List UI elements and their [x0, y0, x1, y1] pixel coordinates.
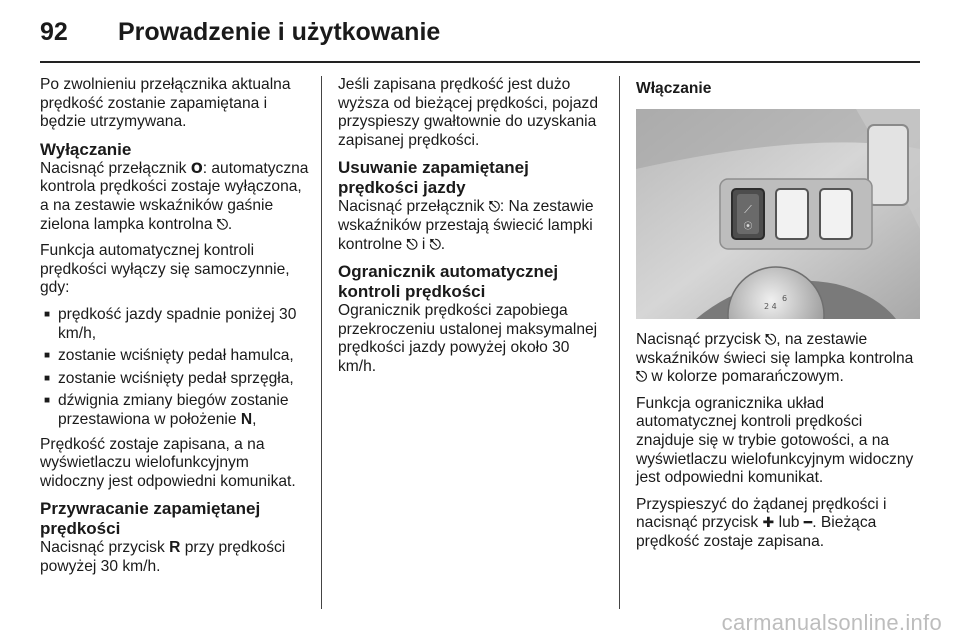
page-number: 92 [40, 18, 68, 46]
column-1 [40, 76, 312, 584]
off-switch-icon: O [190, 160, 203, 177]
column-divider-1 [321, 76, 322, 609]
minus-icon: ━ [803, 515, 813, 532]
heading-limiter: Ogranicznik automatycznej kontroli prędkości [338, 262, 559, 302]
limiter-lamp-icon: ⎋ [636, 369, 648, 386]
cruise-switch-icon: ⎋ [488, 199, 500, 216]
limiter-switch-illustration [636, 109, 920, 319]
column-3 [636, 76, 920, 560]
svg-text:2 4: 2 4 [764, 302, 777, 311]
on-paragraph-1: Nacisnąć przycisk ⎋, na zestawie wskaźników świeci się lampka kontrolna ⎋ w kolorze pomarańczowym. [636, 331, 914, 386]
plus-icon: ✚ [762, 515, 775, 532]
svg-text:6: 6 [782, 294, 788, 303]
intro-paragraph: Po zwolnieniu przełącznika aktualna prędkość zostanie zapamiętana i będzie utrzymywana. [40, 76, 291, 131]
header-divider [40, 61, 920, 63]
list-item: ■ prędkość jazdy spadnie poniżej 30 km/h, [40, 306, 312, 343]
svg-text:⦿: ⦿ [743, 222, 753, 232]
dashboard-photo [636, 109, 920, 319]
heading-restore: Przywracanie zapamiętanej prędkości [40, 499, 261, 539]
column-2 [338, 76, 606, 385]
restore-paragraph: Nacisnąć przycisk R przy prędkości powyżej 30 km/h. [40, 539, 286, 575]
on-paragraph-2: Funkcja ogranicznika układ automatycznej kontroli prędkości znajduje się w trybie gotowości, a na wyświetlaczu wielofunkcyjnym widoczny jest odpowiedni komunikat. [636, 394, 914, 487]
cruise-lamp-icon: ⎋ [216, 216, 228, 233]
watermark: carmanualsonline.info [721, 610, 942, 635]
list-item: ■ zostanie wciśnięty pedał sprzęgła, [40, 370, 312, 389]
speed-jump-paragraph: Jeśli zapisana prędkość jest dużo wyższa od bieżącej prędkości, pojazd przyspieszy gwałtownie do uzyskania zapisanej prędkości. [338, 76, 599, 149]
heading-on: Włączanie [636, 80, 712, 97]
resume-button-label: R [169, 539, 181, 557]
page-title: Prowadzenie i użytkowanie [118, 18, 441, 46]
limiter-paragraph: Ogranicznik prędkości zapobiega przekroczeniu ustalonej maksymalnej prędkości jazdy powyżej około 30 km/h. [338, 302, 598, 375]
heading-delete: Usuwanie zapamiętanej prędkości jazdy [338, 158, 529, 198]
off-paragraph-3: Prędkość zostaje zapisana, a na wyświetlaczu wielofunkcyjnym widoczny jest odpowiedni komunikat. [40, 435, 296, 490]
on-paragraph-3: Przyspieszyć do żądanej prędkości i nacisnąć przycisk ✚ lub ━. Bieżąca prędkość zostaje zapisana. [636, 495, 887, 550]
off-paragraph-1: Nacisnąć przełącznik O: automatyczna kontrola prędkości zostaje wyłączona, a na zestawie wskaźników gaśnie zielona lampka kontrolna ⎋. [40, 159, 309, 233]
cruise-lamp-icon: ⎋ [429, 236, 441, 253]
delete-paragraph: Nacisnąć przełącznik ⎋: Na zestawie wskaźników przestają świecić lampki kontrolne ⎋ i ⎋. [338, 198, 594, 253]
page-header [0, 0, 960, 66]
list-item: ■ dźwignia zmiany biegów zostanie przestawiona w położenie N, [40, 392, 312, 429]
limiter-lamp-icon: ⎋ [406, 236, 418, 253]
off-paragraph-2: Funkcja automatycznej kontroli prędkości wyłączy się samoczynnie, gdy: [40, 242, 290, 297]
off-conditions-list [40, 306, 312, 430]
column-divider-2 [619, 76, 620, 609]
heading-off: Wyłączanie [40, 139, 132, 159]
svg-text:⟋: ⟋ [744, 203, 752, 216]
list-item: ■ zostanie wciśnięty pedał hamulca, [40, 347, 312, 366]
limiter-button-icon: ⎋ [765, 332, 777, 348]
